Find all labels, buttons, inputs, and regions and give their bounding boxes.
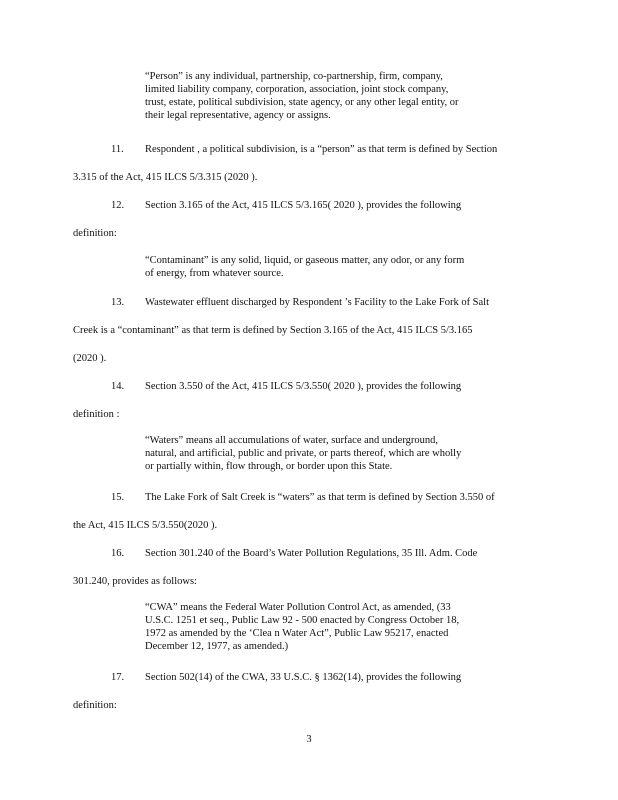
quote-line: limited liability company, corporation, association, joint stock company, [145,84,449,95]
paragraph-number: 13. [111,297,125,308]
paragraph-continuation: definition : [73,409,120,420]
paragraph-first-line: Respondent , a political subdivision, is a “person” as that term is defined by Section [145,144,498,155]
quote-line: “Waters” means all accumulations of water, surface and underground, [145,435,439,446]
page-number: 3 [306,734,312,745]
paragraph-first-line: Section 3.165 of the Act, 415 ILCS 5/3.165( 2020 ), provides the following [145,200,462,211]
quote-cwa-definition [145,601,515,653]
paragraph-continuation: the Act, 415 ILCS 5/3.550(2020 ). [73,520,218,531]
paragraph-first-line: Section 502(14) of the CWA, 33 U.S.C. § 1362(14), provides the following [145,672,462,683]
paragraph-13 [73,296,539,365]
paragraph-17 [73,671,539,712]
paragraph-number: 16. [111,548,125,559]
paragraph-continuation: (2020 ). [73,353,107,364]
quote-line: U.S.C. 1251 et seq., Public Law 92 - 500 enacted by Congress October 18, [145,615,460,626]
quote-line: 1972 as amended by the ‘Clea n Water Act”, Public Law 95217, enacted [145,628,449,639]
paragraph-first-line: Section 3.550 of the Act, 415 ILCS 5/3.550( 2020 ), provides the following [145,381,462,392]
quote-line: trust, estate, political subdivision, state agency, or any other legal entity, or [145,97,459,108]
paragraph-first-line: Wastewater effluent discharged by Respondent ’s Facility to the Lake Fork of Salt [145,297,490,308]
quote-line: “CWA” means the Federal Water Pollution Control Act, as amended, (33 [145,602,451,613]
quote-line: December 12, 1977, as amended.) [145,641,289,652]
paragraph-continuation: 301.240, provides as follows: [73,576,197,587]
paragraph-number: 12. [111,200,125,211]
paragraph-number: 17. [111,672,125,683]
paragraph-11 [73,143,539,184]
paragraph-12 [73,199,539,240]
quote-person-definition [145,70,515,122]
quote-line: or partially within, flow through, or border upon this State. [145,461,393,472]
quote-line: of energy, from whatever source. [145,268,284,279]
quote-line: natural, and artificial, public and private, or parts thereof, which are wholly [145,448,462,459]
paragraph-continuation: definition: [73,700,117,711]
paragraph-14 [73,380,539,421]
paragraph-15 [73,491,539,532]
quote-line: their legal representative, agency or assigns. [145,110,331,121]
paragraph-first-line: The Lake Fork of Salt Creek is “waters” as that term is defined by Section 3.550 of [145,492,495,503]
paragraph-number: 11. [111,144,124,155]
paragraph-continuation: definition: [73,228,117,239]
paragraph-continuation: Creek is a “contaminant” as that term is defined by Section 3.165 of the Act, 415 ILCS 5/3.165 [73,325,473,336]
paragraph-first-line: Section 301.240 of the Board’s Water Pollution Regulations, 35 Ill. Adm. Code [145,548,478,559]
quote-line: “Contaminant” is any solid, liquid, or gaseous matter, any odor, or any form [145,255,465,266]
quote-line: “Person” is any individual, partnership, co-partnership, firm, company, [145,71,443,82]
paragraph-number: 14. [111,381,125,392]
paragraph-number: 15. [111,492,125,503]
quote-waters-definition [145,434,515,473]
quote-contaminant-definition [145,254,515,280]
paragraph-16 [73,547,539,588]
paragraph-continuation: 3.315 of the Act, 415 ILCS 5/3.315 (2020 ). [73,172,258,183]
